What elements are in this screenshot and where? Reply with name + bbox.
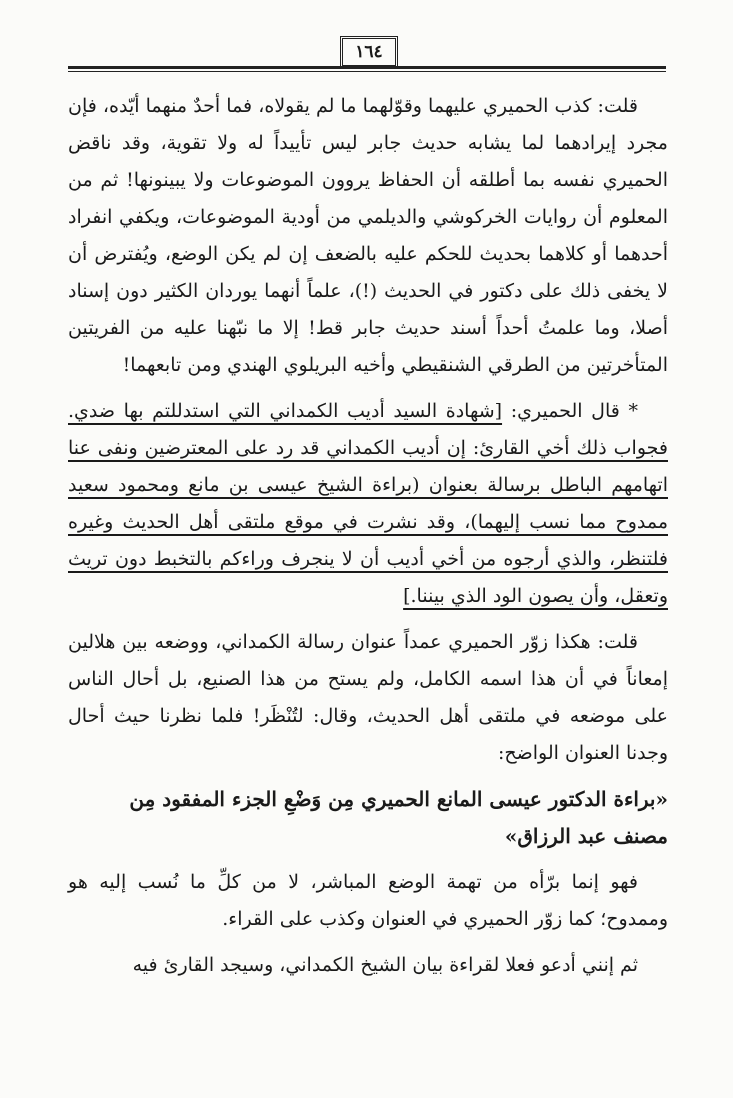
header-rule-thin xyxy=(68,71,666,72)
page-body xyxy=(68,88,668,984)
paragraph-3: فهو إنما برّأه من تهمة الوضع المباشر، لا من كلِّ ما نُسب إليه هو وممدوح؛ كما زوّر الحميري في العنوان وكذب على القراء. xyxy=(68,871,668,930)
cited-title: «براءة الدكتور عيسى المانع الحميري مِن وَضْعِ الجزء المفقود مِن مصنف عبد الرزاق» xyxy=(129,787,668,848)
header-rule xyxy=(68,66,666,69)
paragraph-1: قلت: كذب الحميري عليهما وقوّلهما ما لم يقولاه، فما أحدٌ منهما أيّده، فإن مجرد إيرادهما لما يشابه حديث جابر ليس تأييداً له ولا تقوية، وقد ناقض الحميري نفسه بما أطلقه أن الحفاظ يروون الموضوعات ولا يبينونها! ثم من المعلوم أن روايات الخركوشي والديلمي من أودية الموضوعات، ويكفي انفراد أحدهما أو كلاهما بحديث للحكم عليه بالضعف إن لم يكن الوضع، ويُفترض أن لا يخفى ذلك على دكتور في الحديث (!)، علماً أنهما يوردان الكثير دون إسناد أصلا، وما علمتُ أحداً أسند حديث جابر قط! إلا ما نبّهنا عليه من الفريتين المتأخرتين من الطرقي الشنقيطي وأخيه البريلوي الهندي ومن تابعهما! xyxy=(68,95,668,376)
paragraph-4: ثم إنني أدعو فعلا لقراءة بيان الشيخ الكمداني، وسيجد القارئ فيه xyxy=(132,954,638,976)
quote-intro: * قال الحميري: xyxy=(510,400,638,422)
quote-paragraph xyxy=(68,393,668,615)
paragraph-2: قلت: هكذا زوّر الحميري عمداً عنوان رسالة الكمداني، ووضعه بين هلالين إمعاناً في أن هذا اسمه الكامل، ولم يستح من هذا الصنيع، بل أحال الناس على موضعه في ملتقى أهل الحديث، وقال: لتُنْظَر! فلما نظرنا حيث أحال وجدنا العنوان الواضح: xyxy=(68,631,668,764)
quote-body: [شهادة السيد أديب الكمداني التي استدللتم بها ضدي. فجواب ذلك أخي القارئ: إن أديب الكمداني قد رد على المعترضين ونفى عنا اتهامهم الباطل برسالة بعنوان (براءة الشيخ عيسى بن مانع ومحمود سعيد ممدوح مما نسب إليهما)، وقد نشرت في موقع ملتقى أهل الحديث وغيره فلتنظر، والذي أرجوه من أخي أديب أن لا ينجرف وراءكم بالتخبط دون تريث وتعقل، وأن يصون الود الذي بيننا.] xyxy=(68,400,668,607)
page-number: ١٦٤ xyxy=(340,36,398,68)
